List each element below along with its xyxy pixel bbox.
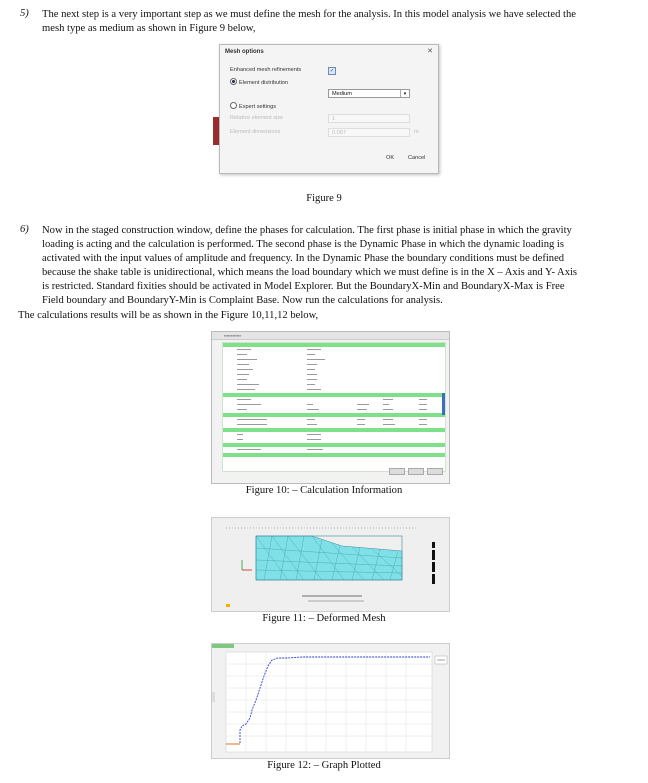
element-dimensions-label: Element dimensions <box>230 129 281 135</box>
window-buttons <box>386 462 443 480</box>
figure-12-caption: Figure 12: – Graph Plotted <box>267 760 381 771</box>
dialog-title: Mesh options <box>225 49 264 55</box>
step-5-number: 5) <box>20 8 29 19</box>
deformed-mesh-view <box>211 517 450 612</box>
results-intro: The calculations results will be as shown in the Figure 10,11,12 below, <box>18 310 319 321</box>
element-distribution-label: Element distribution <box>239 80 289 86</box>
mesh-options-dialog <box>219 44 439 174</box>
section-header <box>223 413 445 417</box>
chevron-down-icon[interactable]: ▾ <box>400 90 409 97</box>
svg-text:·: · <box>330 522 331 526</box>
scrollbar-thumb[interactable] <box>442 393 445 415</box>
enhanced-refinements-label: Enhanced mesh refinements <box>230 67 302 73</box>
unit-suffix: m <box>414 129 419 135</box>
step-6-line-4: because the shake table is unidirectional, which means the load boundary which we must define is in the X – Axis and Y- Axis <box>42 267 578 278</box>
window-titlebar: ▪▪▪▪▪▪▪▪▪▪▪▪ <box>212 332 449 340</box>
svg-text:·: · <box>306 522 307 526</box>
expert-settings-option[interactable] <box>230 102 276 110</box>
figure-9-caption: Figure 9 <box>306 193 342 204</box>
radio-unselected-icon[interactable] <box>230 102 237 109</box>
section-header <box>223 393 445 397</box>
svg-text:·: · <box>378 522 379 526</box>
step-6-line-2: loading is acting and the calculation is performed. The second phase is the Dynamic Phase in which the dynamic loading is <box>42 239 565 250</box>
cancel-button[interactable]: Cancel <box>408 155 426 161</box>
step-6-line-3: activated with the input values of amplitude and frequency. In the Dynamic Phase the boundary conditions must be defined <box>42 253 565 264</box>
expert-settings-label: Expert settings <box>239 104 276 110</box>
step-6-number: 6) <box>20 224 29 235</box>
close-button[interactable] <box>427 468 443 475</box>
prev-button[interactable] <box>389 468 405 475</box>
curve-plot <box>212 644 449 758</box>
svg-text:·: · <box>234 522 235 526</box>
section-header <box>223 343 445 347</box>
relative-size-field[interactable]: 1 <box>328 114 410 123</box>
radio-selected-icon[interactable] <box>230 78 237 85</box>
element-distribution-option[interactable] <box>230 78 288 86</box>
deformed-mesh-image <box>212 518 449 611</box>
svg-text:·: · <box>402 522 403 526</box>
svg-text:·: · <box>258 522 259 526</box>
svg-text:·: · <box>282 522 283 526</box>
next-button[interactable] <box>408 468 424 475</box>
step-5-line-2: mesh type as medium as shown in Figure 9 below, <box>42 23 256 34</box>
svg-text:·: · <box>354 522 355 526</box>
calculation-information-window <box>211 331 450 484</box>
relative-size-label: Relative element size <box>230 115 284 121</box>
step-6-line-6: Field boundary and BoundaryY-Min is Complaint Base. Now run the calculations for analysis. <box>42 295 443 306</box>
ok-button[interactable]: OK <box>386 155 395 161</box>
enhanced-refinements-checkbox[interactable]: ✓ <box>329 68 335 74</box>
section-header <box>223 443 445 447</box>
figure-10-caption: Figure 10: – Calculation Information <box>245 485 403 496</box>
element-distribution-select[interactable] <box>328 89 410 98</box>
section-header <box>223 428 445 432</box>
section-header <box>223 453 445 457</box>
element-distribution-value: Medium <box>332 91 352 97</box>
step-6-line-1: Now in the staged construction window, define the phases for calculation. The first phase is initial phase in which the gravity <box>42 225 572 236</box>
step-5-line-1: The next step is a very important step as we must define the mesh for the analysis. In this model analysis we have selected the <box>42 9 576 20</box>
figure-11-caption: Figure 11: – Deformed Mesh <box>262 613 386 624</box>
step-6-line-5: is restricted. Standard fixities should be activated in Model Explorer. But the BoundaryX-Min and BoundaryX-Max is Free <box>42 281 565 292</box>
element-dimensions-field[interactable]: 0.067 <box>328 128 410 137</box>
close-icon[interactable]: ✕ <box>427 48 433 55</box>
calculation-info-panel <box>222 342 446 472</box>
graph-plot-view <box>211 643 450 759</box>
